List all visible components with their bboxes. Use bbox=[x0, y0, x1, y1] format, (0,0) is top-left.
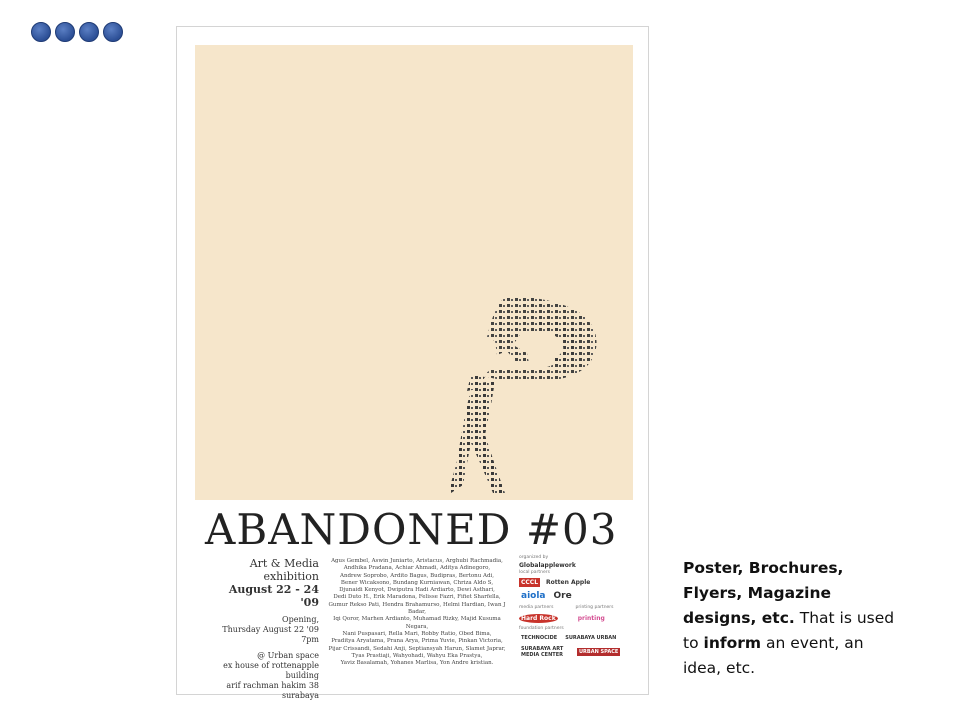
artist-list bbox=[327, 558, 507, 667]
foundation-partner-logos-2 bbox=[519, 645, 629, 659]
nav-dots bbox=[31, 22, 123, 42]
event-info bbox=[209, 557, 319, 701]
urban-space-logo: URBAN SPACE bbox=[579, 649, 619, 655]
artist-line: Bener Wicaksono, Bundang Kurniawan, Chriza Aldo S, bbox=[340, 579, 494, 586]
poster-image bbox=[176, 26, 649, 700]
artist-line: Andhika Pradana, Achiar Ahmadi, Aditya Adinegoro, bbox=[343, 565, 491, 572]
hardrock-logo: Hard Rock bbox=[521, 615, 556, 622]
ccel-logo: CCCL bbox=[521, 579, 539, 586]
artist-line: Andrew Soprobo, Ardito Bagus, Budipras, Bertonu Adi, bbox=[340, 572, 494, 579]
surabaya-urban-logo: SURABAYA URBAN bbox=[565, 635, 617, 641]
local-partners-label: local partners bbox=[519, 570, 550, 575]
artist-line: Iqi Qoror, Marhen Ardianto, Muhamad Rizky, Majid Kusuma Negara, bbox=[333, 616, 501, 630]
media-partner-logos bbox=[519, 614, 629, 623]
media-partners-label: media partners bbox=[519, 605, 554, 610]
organized-label: organized by bbox=[519, 555, 549, 560]
nav-dot-3[interactable] bbox=[79, 22, 99, 42]
opening-time: Thursday August 22 '09 7pm bbox=[222, 625, 319, 644]
artist-line: Agus Gembel, Aswin Juniarto, Aristacus, Arghubi Rachmadia, bbox=[331, 558, 503, 564]
foundation-partner-logos bbox=[519, 634, 629, 642]
surabaya-art-logo: SURABAYA ART MEDIA CENTER bbox=[521, 646, 564, 658]
event-line1: Art & Media bbox=[249, 557, 319, 570]
caption-bold-1: Poster, Brochures, Flyers, Magazine designs, etc. bbox=[683, 559, 844, 627]
artist-line: Nani Puspasari, Rella Mari, Robby Ratio, Obed Bima, bbox=[342, 630, 492, 637]
artist-line: Yaviz Basalamah, Yohanes Marlisa, Yon Andre kristian. bbox=[340, 660, 494, 667]
caption-bold-2: inform bbox=[703, 634, 762, 652]
nav-dot-2[interactable] bbox=[55, 22, 75, 42]
sponsor-block bbox=[519, 555, 629, 662]
local-partner-logos bbox=[519, 578, 629, 587]
venue: @ Urban space bbox=[257, 651, 319, 660]
artist-line: Dedi Duto H., Erik Maradona, Felisse Fazri, Fifiet Sharfella, bbox=[333, 594, 501, 601]
rotten-apple-logo: Rotten Apple bbox=[546, 579, 591, 586]
ore-logo: Ore bbox=[553, 591, 572, 601]
artist-line: Praditya Aryatama, Prana Arya, Prima Yuvie, Pinkan Victoria, bbox=[331, 638, 503, 645]
typographic-figure-illustration bbox=[195, 45, 633, 500]
local-partner-logos-2 bbox=[519, 590, 629, 602]
slide-caption bbox=[683, 556, 898, 681]
organizer-name: Globalapplework bbox=[519, 562, 576, 569]
caption-normal-1: That is used to bbox=[683, 609, 895, 652]
poster-artwork bbox=[195, 45, 633, 500]
printing-partners-label: printing partners bbox=[575, 605, 614, 610]
artist-line: Gumur Rekso Pati, Hendra Brahamurso, Helmi Hardian, Iwan J Badar, bbox=[328, 601, 506, 616]
aiola-logo: aiola bbox=[521, 591, 546, 601]
nav-dot-4[interactable] bbox=[103, 22, 123, 42]
technocide-logo: TECHNOCIDE bbox=[521, 635, 558, 641]
poster-title: ABANDONED #03 bbox=[205, 505, 618, 554]
nav-dot-1[interactable] bbox=[31, 22, 51, 42]
opening-label: Opening, bbox=[282, 615, 319, 624]
event-dates: August 22 - 24 '09 bbox=[228, 583, 319, 609]
address-line2: arif rachman hakim 38 surabaya bbox=[226, 681, 319, 700]
artist-line: Djunaidi Kenyot, Dwiputra Hadi Ardiarto, Dewi Asthari, bbox=[339, 587, 495, 594]
artist-line: Pijar Crissandi, Sedahi Anji, Septiansyah Harun, Slamet Japrar, bbox=[328, 645, 506, 652]
address-line1: ex house of rottenapple building bbox=[223, 661, 319, 680]
caption-normal-2: an event, an idea, etc. bbox=[683, 634, 864, 677]
event-line2: exhibition bbox=[263, 570, 319, 583]
printing-logo: printing bbox=[577, 615, 605, 622]
partner-label-row bbox=[519, 605, 629, 611]
foundation-partners-label: foundation partners bbox=[519, 626, 564, 631]
artist-line: Tyas Prastiaji, Wahyohadi, Wahyu Eka Prastya, bbox=[351, 652, 483, 659]
